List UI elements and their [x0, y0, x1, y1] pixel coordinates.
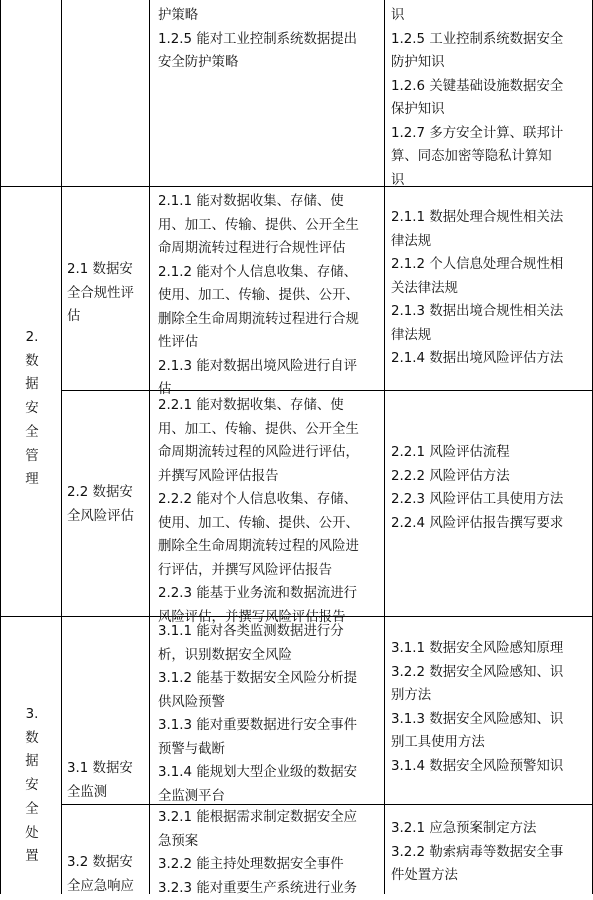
- skill-text-line: 2.1.3 能对数据出境风险进行自评: [158, 355, 359, 379]
- job-function-char: 全: [19, 798, 45, 822]
- skill-text-line: 急预案: [158, 830, 357, 854]
- skill-text-line: 析，识别数据安全风险: [158, 644, 357, 668]
- skill-text-line: 命周期流转过程进行合规性评估: [158, 237, 359, 261]
- skill-text-line: 3.2.1 能根据需求制定数据安全应: [158, 806, 357, 830]
- skill-text-line: 3.1.2 能基于数据安全风险分析提: [158, 667, 357, 691]
- skill-text-line: 2.1.2 能对个人信息收集、存储、: [158, 261, 359, 285]
- knowledge-text-line: 2.2.2 风险评估方法: [391, 465, 563, 489]
- work-content-cell: [67, 258, 134, 329]
- knowledge-text-line: 2.1.1 数据处理合规性相关法: [391, 206, 563, 230]
- knowledge-requirements-cell: [391, 4, 563, 192]
- skill-text-line: 用、加工、传输、提供、公开全生: [158, 214, 359, 238]
- work-content-line: 3.1 数据安: [67, 757, 133, 781]
- skill-text-line: 命周期流转过程的风险进行评估，: [158, 441, 359, 465]
- skill-text-line: 1.2.5 能对工业控制系统数据提出: [158, 28, 357, 52]
- skill-text-line: 全监测平台: [158, 785, 357, 809]
- knowledge-text-line: 别工具使用方法: [391, 731, 563, 755]
- knowledge-text-line: 1.2.6 关键基础设施数据安全: [391, 75, 563, 99]
- skill-requirements-cell: [158, 620, 357, 808]
- knowledge-text-line: 律法规: [391, 324, 563, 348]
- skill-text-line: 2.2.2 能对个人信息收集、存储、: [158, 488, 359, 512]
- job-function-char: 安: [19, 774, 45, 798]
- skill-text-line: 并撰写风险评估报告: [158, 465, 359, 489]
- skill-text-line: 3.1.1 能对各类监测数据进行分: [158, 620, 357, 644]
- job-function-char: 置: [19, 845, 45, 869]
- knowledge-text-line: 件处置方法: [391, 864, 563, 888]
- knowledge-text-line: 3.2.1 应急预案制定方法: [391, 817, 563, 841]
- skill-text-line: 护策略: [158, 4, 357, 28]
- skill-text-line: 2.1.1 能对数据收集、存储、使: [158, 190, 359, 214]
- job-function-char: 3.: [19, 703, 45, 727]
- knowledge-text-line: 2.2.3 风险评估工具使用方法: [391, 488, 563, 512]
- knowledge-text-line: 3.1.3 数据安全风险感知、识: [391, 708, 563, 732]
- skill-text-line: 3.1.4 能规划大型企业级的数据安: [158, 761, 357, 785]
- work-content-cell: [67, 757, 133, 804]
- job-function-char: 据: [19, 373, 45, 397]
- work-content-line: 2.2 数据安: [67, 481, 134, 505]
- knowledge-text-line: 2.2.4 风险评估报告撰写要求: [391, 512, 563, 536]
- knowledge-text-line: 3.2.2 勒索病毒等数据安全事: [391, 841, 563, 865]
- knowledge-text-line: 算、同态加密等隐私计算知: [391, 145, 563, 169]
- job-function-cell: [19, 326, 45, 492]
- knowledge-requirements-cell: [391, 441, 563, 535]
- knowledge-text-line: 关法律法规: [391, 277, 563, 301]
- knowledge-text-line: 识: [391, 4, 563, 28]
- job-function-char: 据: [19, 750, 45, 774]
- work-content-line: 3.2 数据安: [67, 851, 134, 875]
- job-function-char: 安: [19, 397, 45, 421]
- skill-text-line: 用、加工、传输、提供、公开全生: [158, 418, 359, 442]
- knowledge-requirements-cell: [391, 817, 563, 888]
- skill-requirements-cell: [158, 806, 357, 900]
- work-content-cell: [67, 481, 134, 528]
- skill-text-line: 3.2.3 能对重要生产系统进行业务: [158, 877, 357, 900]
- work-content-line: 全合规性评: [67, 282, 134, 306]
- knowledge-text-line: 3.1.1 数据安全风险感知原理: [391, 637, 563, 661]
- table-left-border: [0, 0, 1, 894]
- work-content-line: 2.1 数据安: [67, 258, 134, 282]
- knowledge-text-line: 1.2.7 多方安全计算、联邦计: [391, 122, 563, 146]
- knowledge-text-line: 保护知识: [391, 98, 563, 122]
- knowledge-text-line: 别方法: [391, 684, 563, 708]
- skill-text-line: 供风险预警: [158, 691, 357, 715]
- column-divider: [384, 0, 385, 894]
- skill-text-line: 估: [158, 378, 359, 402]
- work-content-line: 估: [67, 305, 134, 329]
- skill-text-line: 删除全生命周期流转过程的风险进: [158, 535, 359, 559]
- skill-text-line: 2.2.1 能对数据收集、存储、使: [158, 394, 359, 418]
- knowledge-text-line: 3.2.2 数据安全风险感知、识: [391, 661, 563, 685]
- work-content-line: 全监测: [67, 781, 133, 805]
- job-function-char: 数: [19, 727, 45, 751]
- skill-text-line: 使用、加工、传输、提供、公开、: [158, 284, 359, 308]
- knowledge-text-line: 2.2.1 风险评估流程: [391, 441, 563, 465]
- skill-requirements-cell: [158, 190, 359, 402]
- skill-requirements-cell: [158, 394, 359, 629]
- job-function-char: 全: [19, 421, 45, 445]
- skill-text-line: 删除全生命周期流转过程进行合规: [158, 308, 359, 332]
- skill-text-line: 行评估，并撰写风险评估报告: [158, 559, 359, 583]
- column-divider: [61, 0, 62, 894]
- work-content-cell: [67, 851, 134, 898]
- knowledge-text-line: 2.1.2 个人信息处理合规性相: [391, 253, 563, 277]
- job-function-char: 2.: [19, 326, 45, 350]
- work-content-line: 全风险评估: [67, 505, 134, 529]
- skill-text-line: 风险评估，并撰写风险评估报告: [158, 606, 359, 630]
- column-divider: [149, 0, 150, 894]
- knowledge-text-line: 2.1.3 数据出境合规性相关法: [391, 300, 563, 324]
- knowledge-text-line: 1.2.5 工业控制系统数据安全: [391, 28, 563, 52]
- job-function-char: 数: [19, 350, 45, 374]
- skill-text-line: 2.2.3 能基于业务流和数据流进行: [158, 582, 359, 606]
- skill-text-line: 预警与截断: [158, 738, 357, 762]
- job-function-char: 管: [19, 445, 45, 469]
- knowledge-requirements-cell: [391, 637, 563, 778]
- knowledge-text-line: 3.1.4 数据安全风险预警知识: [391, 755, 563, 779]
- job-function-char: 处: [19, 822, 45, 846]
- skill-text-line: 3.1.3 能对重要数据进行安全事件: [158, 714, 357, 738]
- knowledge-text-line: 识: [391, 169, 563, 193]
- skill-text-line: 3.2.2 能主持处理数据安全事件: [158, 853, 357, 877]
- knowledge-text-line: 2.1.4 数据出境风险评估方法: [391, 347, 563, 371]
- skill-requirements-cell: [158, 4, 357, 75]
- knowledge-requirements-cell: [391, 206, 563, 371]
- work-content-line: 全应急响应: [67, 875, 134, 899]
- skill-text-line: 性评估: [158, 331, 359, 355]
- knowledge-text-line: 防护知识: [391, 51, 563, 75]
- knowledge-text-line: 律法规: [391, 230, 563, 254]
- job-function-char: 理: [19, 468, 45, 492]
- job-function-cell: [19, 703, 45, 869]
- skill-text-line: 安全防护策略: [158, 51, 357, 75]
- skill-text-line: 使用、加工、传输、提供、公开、: [158, 512, 359, 536]
